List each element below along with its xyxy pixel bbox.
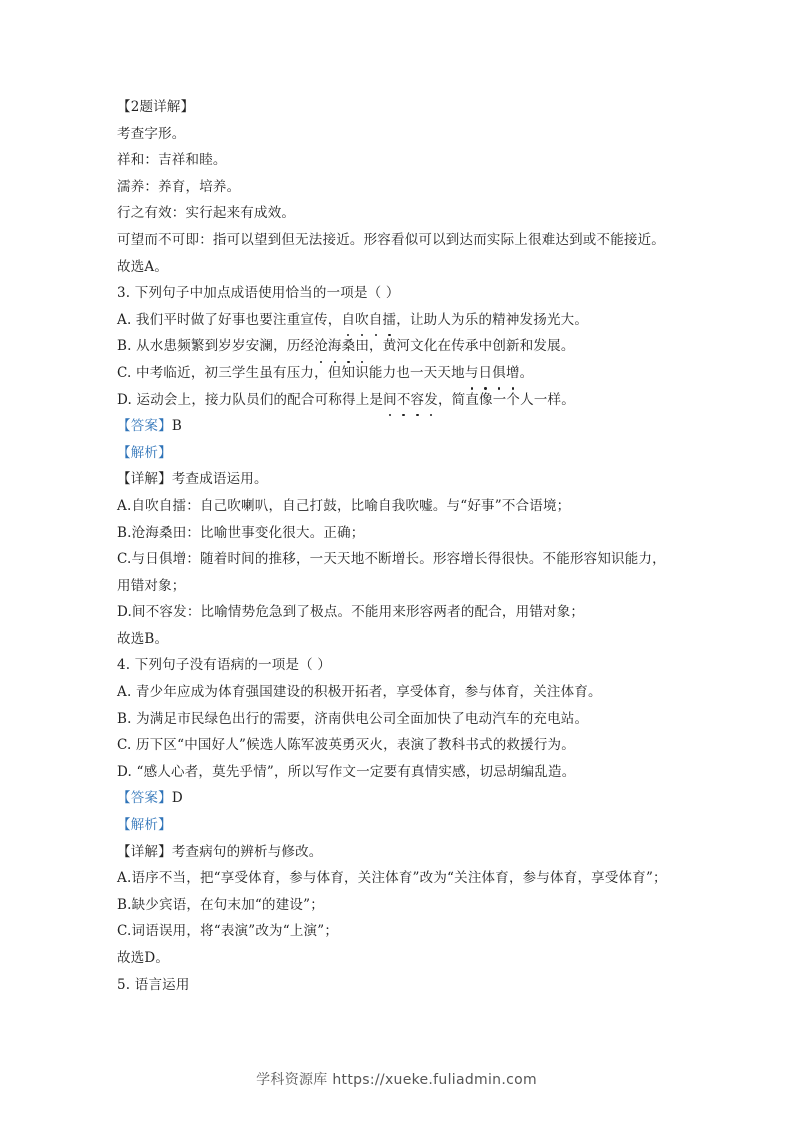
dotted-char: 吹 — [355, 307, 369, 334]
option-text: 。 — [519, 364, 534, 381]
detail-text: 考查病句的辨析与修改。 — [171, 843, 323, 860]
q5-stem: 5. 语言运用 — [117, 976, 190, 993]
q3-answer — [117, 413, 697, 440]
q4-answer — [117, 785, 697, 812]
q3-analysis-tag — [117, 440, 697, 467]
q3-detail — [117, 466, 697, 493]
q4-conclusion: 故选D。 — [117, 950, 170, 966]
q3-explanation-c: C.与日俱增：随着时间的推移，一天天地不断增长。形容增长得很快。不能形容知识能力， — [117, 551, 666, 568]
q4-explanation-b: B.缺少宾语，在句末加“的建设”； — [117, 896, 324, 913]
dotted-char: 田 — [355, 333, 369, 360]
dotted-char: 俱 — [492, 360, 506, 387]
q2-detail-header: 【2题详解】 — [117, 99, 195, 115]
option-text: ，让助人为乐的精神发扬光大。 — [396, 311, 589, 328]
option-text: B. 从水患频繁到岁岁安澜，历经 — [117, 338, 315, 355]
analysis-tag: 【解析】 — [117, 444, 172, 461]
dotted-char: 桑 — [342, 333, 356, 360]
detail-tag: 【详解】 — [117, 843, 172, 860]
option-text: C. 中考临近，初三学生虽有压力，但知识能力也一天天地 — [117, 364, 465, 381]
answer-value: B — [171, 418, 182, 435]
q3-explanation-d: D.间不容发：比喻情势危急到了极点。不能用来形容两者的配合，用错对象； — [117, 604, 585, 621]
q4-analysis-tag — [117, 812, 697, 839]
dotted-char: 不 — [397, 387, 411, 414]
q4-detail — [117, 839, 697, 866]
option-text: ，黄河文化在传承中创新和发展。 — [369, 338, 575, 355]
q3-explanation-a: A.自吹自擂：自己吹喇叭，自己打鼓，比喻自我吹嘘。与“好事”不合语境； — [117, 497, 571, 514]
footer-watermark: 学科资源库 https://xueke.fuliadmin.com — [256, 1072, 537, 1088]
q2-analysis-line: 可望而不可即：指可以望到但无法接近。形容看似可以到达而实际上很难达到或不能接近。 — [117, 231, 665, 248]
analysis-tag: 【解析】 — [117, 817, 172, 834]
detail-text: 考查成语运用。 — [171, 471, 268, 488]
q3-explanation-b: B.沧海桑田：比喻世事变化很大。正确； — [117, 524, 365, 541]
q3-conclusion: 故选B。 — [117, 630, 169, 647]
q2-analysis-line: 濡养：养育，培养。 — [117, 178, 241, 195]
answer-tag: 【答案】 — [117, 790, 172, 807]
option-text: A. 我们平时做了好事也要注重宣传， — [117, 311, 342, 328]
dotted-char: 擂 — [383, 307, 397, 334]
q3-stem: 3. 下列句子中加点成语使用恰当的一项是（ ） — [117, 285, 400, 302]
q2-analysis-line: 考查字形。 — [117, 125, 186, 142]
q4-option-a: A. 青少年应成为体育强国建设的积极开拓者，享受体育，参与体育，关注体育。 — [117, 684, 602, 701]
option-text: D. 运动会上，接力队员们的配合可称得上是 — [117, 391, 384, 408]
q2-analysis-line: 行之有效：实行起来有成效。 — [117, 205, 296, 222]
q4-option-b: B. 为满足市民绿色出行的需要，济南供电公司全面加快了电动汽车的充电站。 — [117, 710, 589, 727]
q2-analysis-line: 祥和：吉祥和睦。 — [117, 152, 227, 169]
q4-option-c: C. 历下区“中国好人”候选人陈军波英勇灭火，表演了教科书式的救援行为。 — [117, 737, 575, 754]
q4-explanation-a: A.语序不当，把“享受体育，参与体育，关注体育”改为“关注体育，参与体育，享受体育”； — [117, 870, 667, 887]
q4-option-d: D. “感人心者，莫先乎情”，所以写作文一定要有真情实感，切忌胡编乱造。 — [117, 763, 576, 780]
answer-tag: 【答案】 — [117, 418, 172, 435]
dotted-char: 海 — [328, 333, 342, 360]
q3-option-b — [117, 333, 697, 360]
dotted-char: 沧 — [314, 333, 328, 360]
option-text: ，简直像一个人一样。 — [437, 391, 575, 408]
q4-explanation-c: C.词语误用，将“表演”改为“上演”； — [117, 923, 339, 940]
q3-option-a — [117, 307, 697, 334]
dotted-char: 自 — [341, 307, 355, 334]
dotted-char: 发 — [424, 387, 438, 414]
dotted-char: 自 — [369, 307, 383, 334]
dotted-char: 容 — [411, 387, 425, 414]
q3-option-c — [117, 360, 697, 387]
dotted-char: 间 — [383, 387, 397, 414]
q3-explanation-c-cont: 用错对象； — [117, 577, 186, 594]
dotted-char: 日 — [479, 360, 493, 387]
q2-conclusion: 故选A。 — [117, 258, 169, 275]
dotted-char: 增 — [506, 360, 520, 387]
dotted-char: 与 — [465, 360, 479, 387]
answer-value: D — [171, 790, 183, 807]
detail-tag: 【详解】 — [117, 471, 172, 488]
q3-option-d — [117, 387, 697, 414]
q4-stem: 4. 下列句子没有语病的一项是（ ） — [117, 657, 332, 674]
document-body — [117, 94, 697, 998]
